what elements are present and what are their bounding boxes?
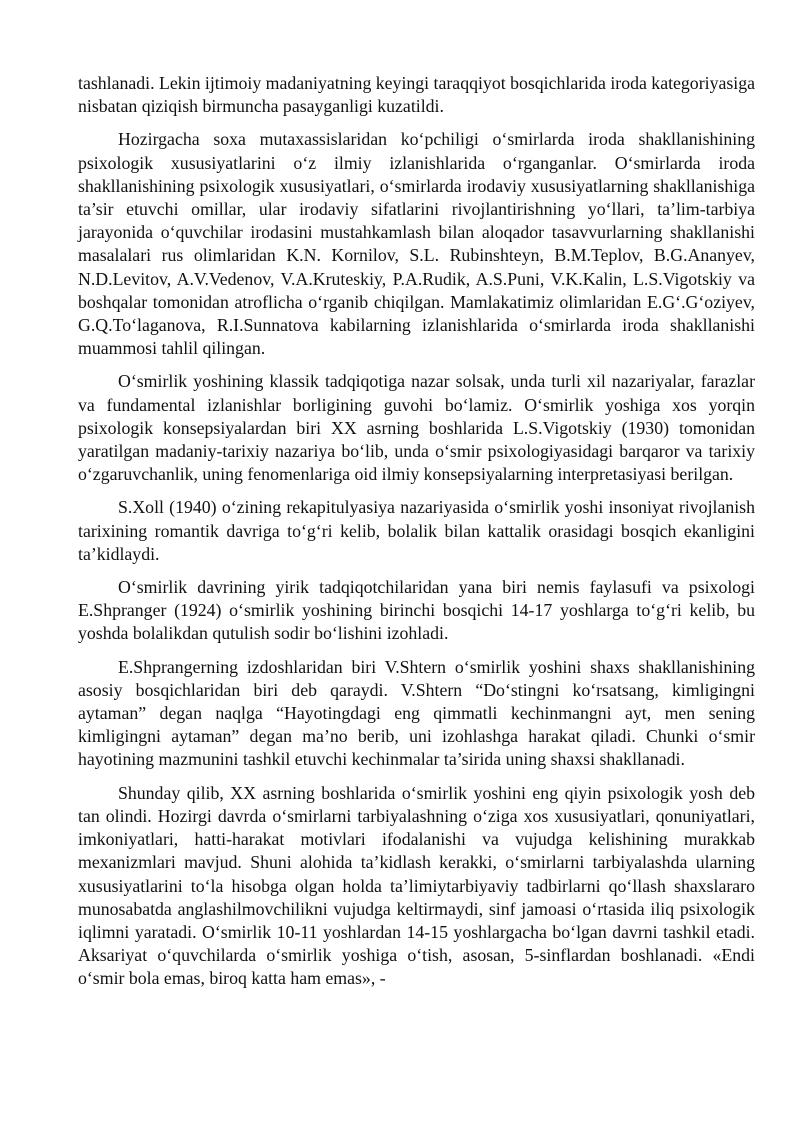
paragraph-shpranger: O‘smirlik davrining yirik tadqiqotchilaridan yana biri nemis faylasufi va psixologi E.Shpranger (1924) o‘smirlik yoshining birinchi bosqichi 14-17 yoshlarga to‘g‘ri kelib, bu yoshda bolalikdan qutulish sodir bo‘lishini izohladi. — [78, 577, 755, 644]
paragraph-researchers: Hozirgacha soxa mutaxassislaridan ko‘pchiligi o‘smirlarda iroda shakllanishining psixologik xususiyatlarini o‘z ilmiy izlanishlarida o‘rganganlar. O‘smirlarda iroda shakllanishining psixologik xususiyatlari, o‘smirlarda irodaviy xususiyatlarning shakllanishiga ta’sir etuvchi omillar, ular irodaviy sifatlarini rivojlantirishning yo‘llari, ta’lim-tarbiya jarayonida o‘quvchilar irodasini mustahkamlash bilan aloqador tasavvurlarning shakllanishi masalalari rus olimlaridan K.N. Kornilov, S.L. Rubinshteyn, B.M.Teplov, B.G.Ananyev, N.D.Levitov, A.V.Vedenov, V.A.Kruteskiy, P.A.Rudik, A.S.Puni, V.K.Kalin, L.S.Vigotskiy va boshqalar tomonidan atroflicha o‘rganib chiqilgan. Mamlakatimiz olimlaridan E.G‘.G‘oziyev, G.Q.To‘laganova, R.I.Sunnatova kabilarning izlanishlarida o‘smirlarda iroda shakllanishi muammosi tahlil qilingan. — [78, 129, 755, 359]
paragraph-vigotskiy: O‘smirlik yoshining klassik tadqiqotiga nazar solsak, unda turli xil nazariyalar, farazlar va fundamental izlanishlar borligining guvohi bo‘lamiz. O‘smirlik yoshiga xos yorqin psixologik konsepsiyalardan biri XX asrning boshlarida L.S.Vigotskiy (1930) tomonidan yaratilgan madaniy-tarixiy nazariya bo‘lib, unda o‘smir psixologiyasidagi barqaror va tarixiy o‘zgaruvchanlik, uning fenomenlariga oid ilmiy konsepsiyalarning interpretasiyasi berilgan. — [78, 371, 755, 485]
paragraph-conclusion: Shunday qilib, XX asrning boshlarida o‘smirlik yoshini eng qiyin psixologik yosh deb tan olindi. Hozirgi davrda o‘smirlarni tarbiyalashning o‘ziga xos xususiyatlari, qonuniyatlari, imkoniyatlari, hatti-harakat motivlari ifodalanishi va vujudga kelishining murakkab mexanizmlari mavjud. Shuni alohida ta’kidlash kerakki, o‘smirlarni tarbiyalashda ularning xususiyatlarini to‘la hisobga olgan holda ta’limiytarbiyaviy tadbirlarni qo‘llash shaxslararo munosabatda anglashilmovchilikni vujudga keltirmaydi, sinf jamoasi o‘rtasida iliq psixologik iqlimni yaratadi. O‘smirlik 10-11 yoshlardan 14-15 yoshlargacha bo‘lgan davrni tashkil etadi. Aksariyat o‘quvchilarda o‘smirlik yoshiga o‘tish, asosan, 5-sinflardan boshlanadi. «Endi o‘smir bola emas, biroq katta ham emas», - — [78, 782, 755, 989]
paragraph-shtern: E.Shprangerning izdoshlaridan biri V.Shtern o‘smirlik yoshini shaxs shakllanishining asosiy bosqichlaridan biri deb qaraydi. V.Shtern “Do‘stingni ko‘rsatsang, kimligingni aytaman” degan naqlga “Hayotingdagi eng qimmatli kechinmangni ayt, men sening kimligingni aytaman” degan ma’no berib, uni izohlashga harakat qiladi. Chunki o‘smir hayotining mazmunini tashkil etuvchi kechinmalar ta’sirida uning shaxsi shakllanadi. — [78, 656, 755, 770]
document-page — [78, 72, 755, 1001]
paragraph-xoll: S.Xoll (1940) o‘zining rekapitulyasiya nazariyasida o‘smirlik yoshi insoniyat rivojlanish tarixining romantik davriga to‘g‘ri kelib, bolalik bilan kattalik orasidagi bosqich ekanligini ta’kidlaydi. — [78, 497, 755, 564]
paragraph-continuation: tashlanadi. Lekin ijtimoiy madaniyatning keyingi taraqqiyot bosqichlarida iroda kategoriyasiga nisbatan qiziqish birmuncha pasayganligi kuzatildi. — [78, 73, 755, 117]
